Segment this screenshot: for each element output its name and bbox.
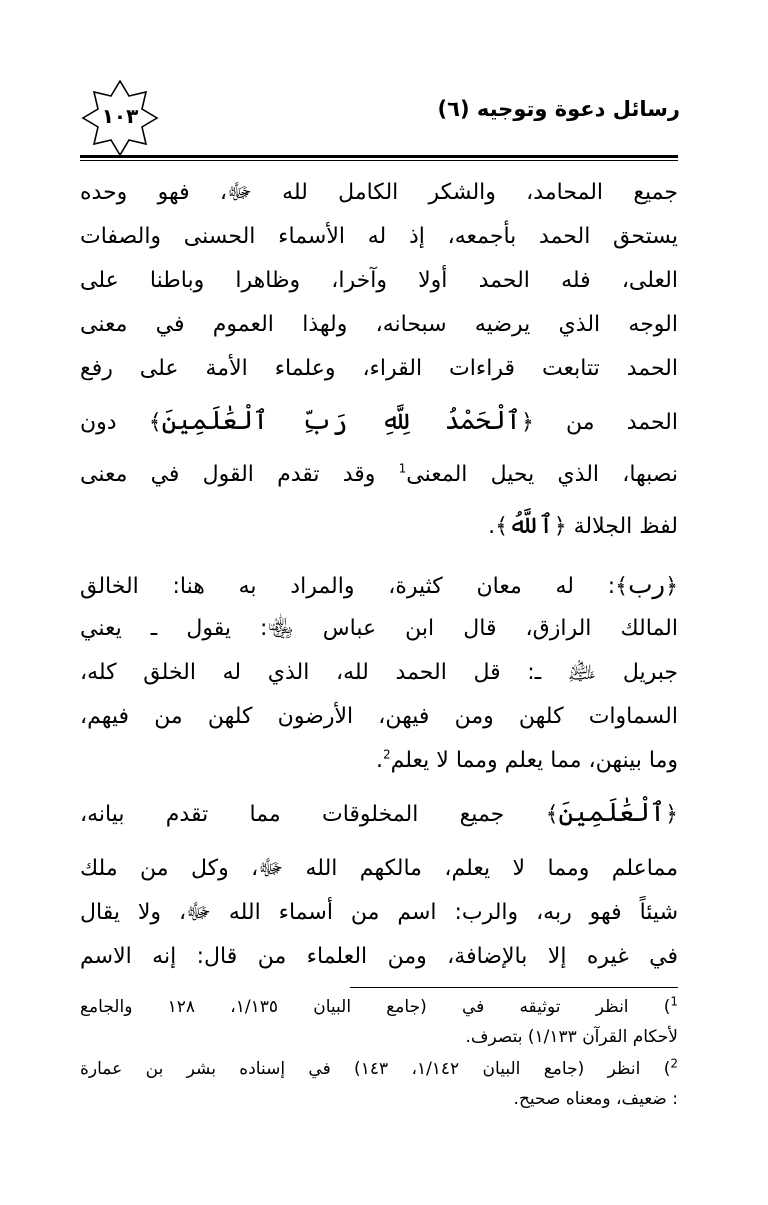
text-line-with-verse: لفظ الجلالة ﴿ٱللَّهُ﴾. xyxy=(488,510,678,540)
footnote-divider xyxy=(350,987,678,988)
text-segment: نصبها، الذي يحيل المعنى xyxy=(406,462,678,487)
quran-word: ٱللَّهُ xyxy=(508,510,554,540)
text-line: شيئاً فهو ربه، والرب: اسم من أسماء الله ﷻ، ولا يقال xyxy=(80,900,678,925)
quran-verse: ٱلْحَمْدُ لِلَّهِ رَبِّ ٱلْعَٰلَمِينَ xyxy=(161,406,521,436)
text-segment: الحمد من xyxy=(566,410,678,435)
header-rule-thin xyxy=(80,160,678,161)
text-line: الوجه الذي يرضيه سبحانه، ولهذا العموم في معنى xyxy=(80,312,678,337)
verse-bracket-close: ﴾ xyxy=(148,410,162,435)
text-line-with-verse xyxy=(80,790,678,836)
text-line: يستحق الحمد بأجمعه، إذ له الأسماء الحسنى والصفات xyxy=(80,224,678,249)
text-segment: جميع المخلوقات مما تقدم بيانه، xyxy=(80,802,505,827)
text-segment: لفظ الجلالة xyxy=(573,514,678,539)
text-line: العلى، فله الحمد أولا وآخرا، وظاهرا وباطنا على xyxy=(80,268,678,293)
text-line-with-verse xyxy=(80,398,678,444)
footnote-text: ) انظر (جامع البيان ١/١٤٢، ١٤٣) في إسناده بشر بن عمارة xyxy=(80,1059,671,1079)
text-segment: : له معان كثيرة، والمراد به هنا: الخالق xyxy=(80,574,616,599)
footnote-line xyxy=(80,992,678,1022)
footnote-number: 2 xyxy=(670,1056,678,1071)
verse-bracket-open: ﴿ xyxy=(520,410,534,435)
verse-bracket-close: ﴾ xyxy=(545,802,559,827)
page-number: ١٠٣ xyxy=(101,104,139,128)
page-header xyxy=(80,78,680,158)
footnote-number: 1 xyxy=(670,994,679,1009)
text-line xyxy=(80,452,678,498)
footnote-line: لأحكام القرآن ١/١٣٣) بتصرف. xyxy=(465,1027,678,1047)
footnote-line xyxy=(80,1054,678,1084)
verse-bracket-close: ﴾ xyxy=(615,574,629,599)
text-line: المالك الرازق، قال ابن عباس ﵄: يقول ـ يعني xyxy=(80,616,678,641)
verse-bracket-open: ﴿ xyxy=(665,802,678,827)
footnote-ref: 1 xyxy=(398,461,407,476)
text-line-with-verse xyxy=(80,562,678,608)
text-line: وما بينهن، مما يعلم ومما لا يعلم$^2$. xyxy=(375,747,678,773)
text-line: في غيره إلا بالإضافة، ومن العلماء من قال: إنه الاسم xyxy=(80,944,678,969)
verse-bracket-close: ﴾ xyxy=(495,514,509,539)
verse-bracket-open: ﴿ xyxy=(665,574,678,599)
text-segment: وقد تقدم القول في معنى xyxy=(80,462,376,487)
text-line: السماوات كلهن ومن فيهن، الأرضون كلهن من فيهم، xyxy=(80,704,678,729)
quran-word: ٱلْعَٰلَمِينَ xyxy=(558,798,666,828)
verse-bracket-open: ﴿ xyxy=(553,514,567,539)
text-line: الحمد تتابعت قراءات القراء، وعلماء الأمة على رفع xyxy=(80,356,678,381)
running-title: رسائل دعوة وتوجيه (٦) xyxy=(437,97,680,121)
page-number-badge xyxy=(80,78,160,158)
footnote-text: ) انظر توثيقه في (جامع البيان ١/١٣٥، ١٢٨ والجامع xyxy=(80,997,671,1017)
text-line: جميع المحامد، والشكر الكامل لله ﷻ، فهو وحده xyxy=(80,180,678,205)
footnote-ref: 2 xyxy=(382,747,391,762)
header-rule-thick xyxy=(80,155,678,158)
text-segment: وما بينهن، مما يعلم ومما لا يعلم xyxy=(390,748,678,773)
text-line: مماعلم ومما لا يعلم، مالكهم الله ﷻ، وكل من ملك xyxy=(80,856,678,881)
text-line: جبريل ﵇ ـ: قل الحمد لله، الذي له الخلق كله، xyxy=(80,660,678,685)
quran-word: رب xyxy=(628,570,666,600)
text-segment: دون xyxy=(80,410,117,435)
footnote-line: : ضعيف، ومعناه صحيح. xyxy=(513,1089,678,1109)
